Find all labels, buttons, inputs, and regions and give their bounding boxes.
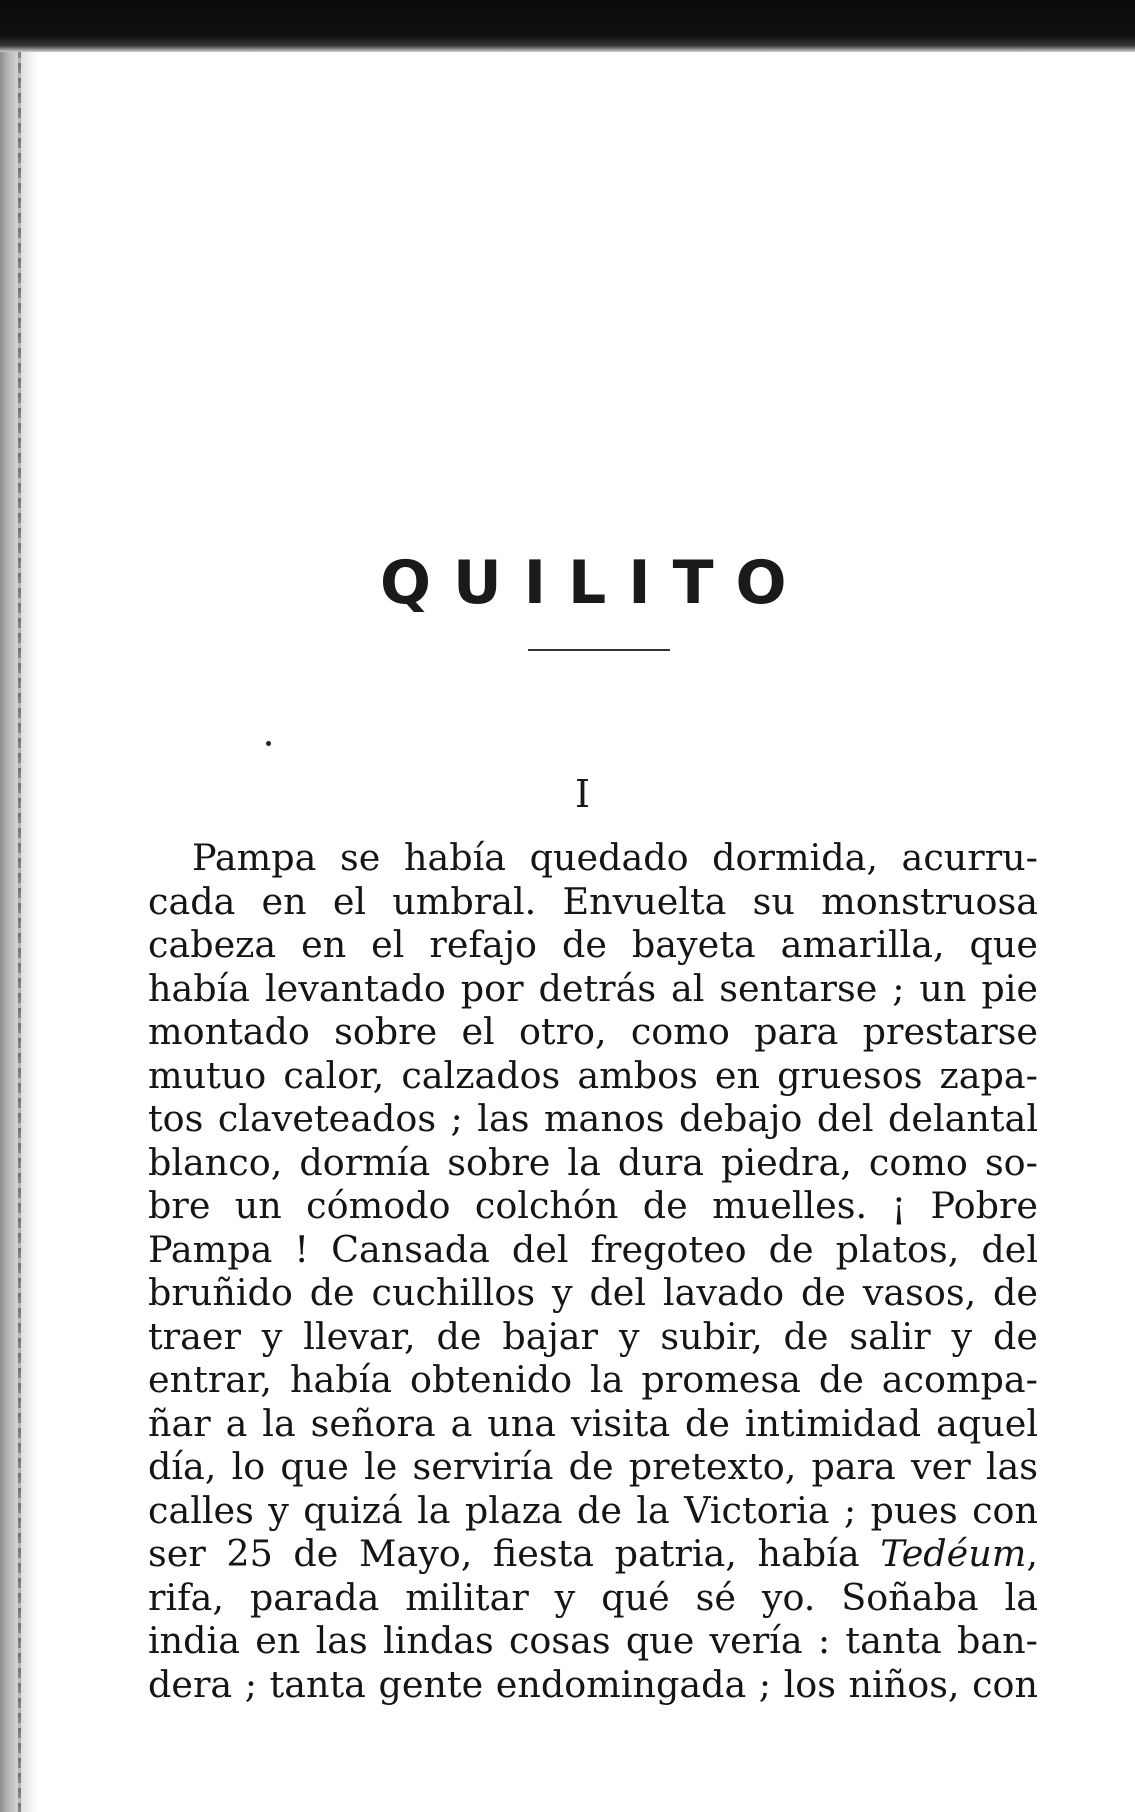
text-line: cabeza en el refajo de bayeta amarilla, que xyxy=(148,923,1038,966)
text-line: dera ; tanta gente endomingada ; los niños, con xyxy=(148,1662,1038,1706)
text-line-part: ser 25 de Mayo, fiesta patria, había xyxy=(148,1532,881,1575)
text-line: calles y quizá la plaza de la Victoria ; pues con xyxy=(148,1488,1038,1532)
text-line: tos claveteados ; las manos debajo del delantal xyxy=(148,1097,1038,1140)
text-line: bruñido de cuchillos y del lavado de vasos, de xyxy=(148,1271,1038,1314)
text-line: había levantado por detrás al sentarse ; un pie xyxy=(148,966,1038,1010)
text-line xyxy=(148,1532,1038,1576)
text-line: cada en el umbral. Envuelta su monstruosa xyxy=(148,879,1038,923)
text-line: Pampa ! Cansada del fregoteo de platos, del xyxy=(148,1227,1038,1271)
text-line: bre un cómodo colchón de muelles. ¡ Pobre xyxy=(148,1184,1038,1227)
italic-word: Tedéum xyxy=(880,1532,1027,1575)
scan-binding-edge xyxy=(0,52,40,1812)
text-line: Pampa se había quedado dormida, acurru- xyxy=(192,836,1038,879)
print-speck xyxy=(266,741,271,746)
text-line: entrar, había obtenido la promesa de acompa- xyxy=(148,1358,1038,1401)
text-line: día, lo que le serviría de pretexto, para ver las xyxy=(148,1445,1038,1488)
text-line: india en las lindas cosas que vería : tanta ban- xyxy=(148,1619,1038,1662)
text-line: montado sobre el otro, como para prestarse xyxy=(148,1010,1038,1053)
text-line: traer y llevar, de bajar y subir, de salir y de xyxy=(148,1314,1038,1358)
chapter-number: I xyxy=(575,772,591,816)
page-title: QUILITO xyxy=(380,548,809,618)
text-line-part: , xyxy=(1026,1532,1038,1575)
text-line: blanco, dormía sobre la dura piedra, como so- xyxy=(148,1140,1038,1184)
text-line: ñar a la señora a una visita de intimidad aquel xyxy=(148,1401,1038,1445)
body-paragraph xyxy=(148,836,1038,1706)
scan-top-edge xyxy=(0,0,1135,52)
text-line: mutuo calor, calzados ambos en gruesos zapa- xyxy=(148,1053,1038,1097)
title-divider xyxy=(528,649,670,651)
text-line: rifa, parada militar y qué sé yo. Soñaba la xyxy=(148,1575,1038,1619)
